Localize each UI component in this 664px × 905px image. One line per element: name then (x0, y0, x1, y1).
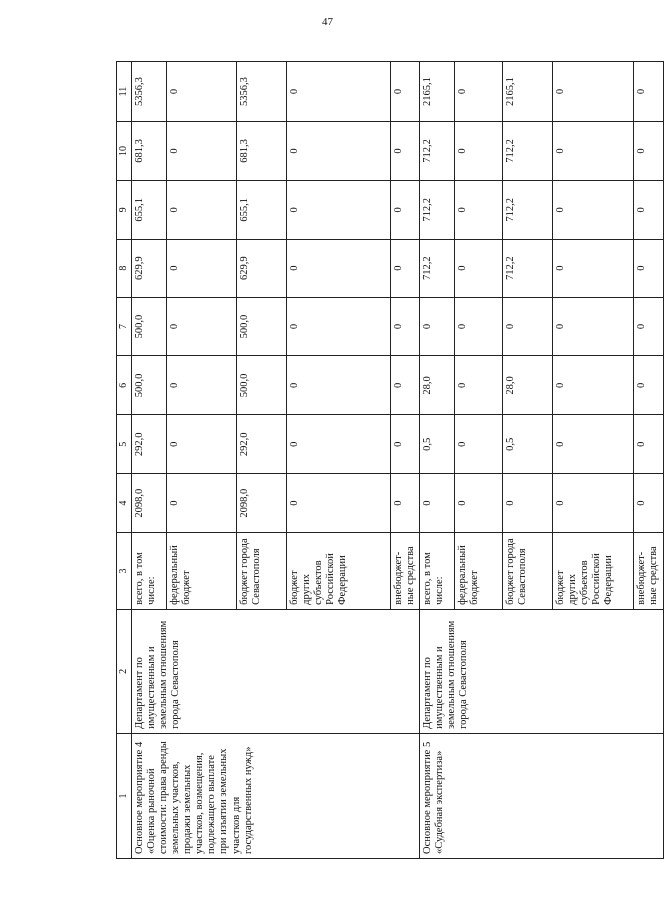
value-cell: 0 (287, 122, 391, 181)
value-cell: 0 (167, 297, 237, 356)
value-cell: 0 (391, 239, 420, 297)
header-row (117, 62, 132, 859)
value-cell: 0 (391, 180, 420, 239)
value-cell: 629,9 (132, 239, 167, 297)
value-cell: 0 (634, 122, 664, 181)
value-cell: 0 (287, 180, 391, 239)
value-cell: 0 (634, 474, 664, 533)
column-header: 4 (117, 474, 132, 533)
funding-source-cell: внебюджет-ные средства (391, 533, 420, 610)
value-cell: 655,1 (237, 180, 287, 239)
value-cell: 0 (391, 122, 420, 181)
table-row (132, 62, 167, 859)
value-cell: 0 (287, 415, 391, 474)
value-cell: 712,2 (420, 180, 455, 239)
value-cell: 0 (634, 356, 664, 415)
value-cell: 0 (167, 239, 237, 297)
value-cell: 5356,3 (132, 62, 167, 122)
value-cell: 655,1 (132, 180, 167, 239)
value-cell: 0 (287, 297, 391, 356)
value-cell: 2098,0 (237, 474, 287, 533)
value-cell: 0 (455, 297, 503, 356)
value-cell: 0,5 (420, 415, 455, 474)
value-cell: 712,2 (503, 122, 553, 181)
column-header: 8 (117, 239, 132, 297)
executor-cell: Департамент по имущественным и земельным отношениям города Севастополя (132, 609, 420, 733)
value-cell: 0 (455, 415, 503, 474)
value-cell: 0 (391, 62, 420, 122)
value-cell: 681,3 (237, 122, 287, 181)
value-cell: 629,9 (237, 239, 287, 297)
value-cell: 2165,1 (420, 62, 455, 122)
event-cell: Основное мероприятие 4 «Оценка рыночной стоимости: права аренды земельных участков, продажи земельных участков, возмещения, подлежащего выплате при изъятии земельных участков для государственных нужд» (132, 733, 420, 858)
value-cell: 0 (634, 297, 664, 356)
value-cell: 0 (634, 239, 664, 297)
value-cell: 0 (455, 474, 503, 533)
value-cell: 0 (455, 122, 503, 181)
table-row (420, 62, 455, 859)
value-cell: 0 (391, 356, 420, 415)
value-cell: 0 (287, 239, 391, 297)
value-cell: 0 (553, 415, 634, 474)
column-header: 11 (117, 62, 132, 122)
funding-source-cell: бюджет других субъектов Российской Федерации (287, 533, 391, 610)
value-cell: 0 (553, 356, 634, 415)
column-header: 9 (117, 180, 132, 239)
value-cell: 0 (553, 62, 634, 122)
value-cell: 0 (634, 180, 664, 239)
value-cell: 0 (634, 415, 664, 474)
column-header: 3 (117, 533, 132, 610)
funding-source-cell: федеральный бюджет (455, 533, 503, 610)
value-cell: 712,2 (503, 239, 553, 297)
value-cell: 0 (167, 474, 237, 533)
value-cell: 2165,1 (503, 62, 553, 122)
value-cell: 0 (167, 180, 237, 239)
funding-source-cell: всего, в том числе: (420, 533, 455, 610)
value-cell: 712,2 (420, 239, 455, 297)
executor-cell: Департамент по имущественным и земельным отношениям города Севастополя (420, 609, 664, 733)
column-header: 2 (117, 609, 132, 733)
value-cell: 28,0 (420, 356, 455, 415)
value-cell: 0 (420, 474, 455, 533)
value-cell: 0 (420, 297, 455, 356)
column-header: 6 (117, 356, 132, 415)
value-cell: 0 (553, 239, 634, 297)
funding-source-cell: внебюджет-ные средства (634, 533, 664, 610)
value-cell: 500,0 (132, 297, 167, 356)
value-cell: 0 (553, 297, 634, 356)
value-cell: 292,0 (237, 415, 287, 474)
value-cell: 0 (634, 62, 664, 122)
value-cell: 0 (455, 62, 503, 122)
table-body (117, 62, 664, 859)
column-header: 5 (117, 415, 132, 474)
funding-source-cell: федеральный бюджет (167, 533, 237, 610)
column-header: 7 (117, 297, 132, 356)
value-cell: 0 (167, 62, 237, 122)
value-cell: 2098,0 (132, 474, 167, 533)
value-cell: 0 (455, 356, 503, 415)
funding-source-cell: бюджет города Севастополя (503, 533, 553, 610)
value-cell: 0 (167, 356, 237, 415)
value-cell: 28,0 (503, 356, 553, 415)
value-cell: 0,5 (503, 415, 553, 474)
funding-source-cell: бюджет других субъектов Российской Федерации (553, 533, 634, 610)
value-cell: 0 (391, 415, 420, 474)
value-cell: 0 (553, 180, 634, 239)
value-cell: 0 (455, 180, 503, 239)
value-cell: 0 (167, 415, 237, 474)
value-cell: 500,0 (132, 356, 167, 415)
column-header: 10 (117, 122, 132, 181)
value-cell: 0 (553, 122, 634, 181)
event-cell: Основное мероприятие 5 «Судебная экспертиза» (420, 733, 664, 858)
value-cell: 0 (391, 474, 420, 533)
value-cell: 712,2 (420, 122, 455, 181)
rotated-table-wrapper (116, 61, 660, 859)
value-cell: 5356,3 (237, 62, 287, 122)
value-cell: 0 (391, 297, 420, 356)
value-cell: 0 (287, 474, 391, 533)
value-cell: 0 (553, 474, 634, 533)
page-number: 47 (322, 16, 333, 28)
value-cell: 0 (503, 297, 553, 356)
value-cell: 292,0 (132, 415, 167, 474)
value-cell: 0 (455, 239, 503, 297)
value-cell: 0 (287, 62, 391, 122)
funding-source-cell: всего, в том числе: (132, 533, 167, 610)
value-cell: 712,2 (503, 180, 553, 239)
funding-table (116, 61, 664, 859)
value-cell: 0 (503, 474, 553, 533)
value-cell: 500,0 (237, 297, 287, 356)
value-cell: 0 (167, 122, 237, 181)
value-cell: 0 (287, 356, 391, 415)
value-cell: 500,0 (237, 356, 287, 415)
column-header: 1 (117, 733, 132, 858)
value-cell: 681,3 (132, 122, 167, 181)
funding-source-cell: бюджет города Севастополя (237, 533, 287, 610)
